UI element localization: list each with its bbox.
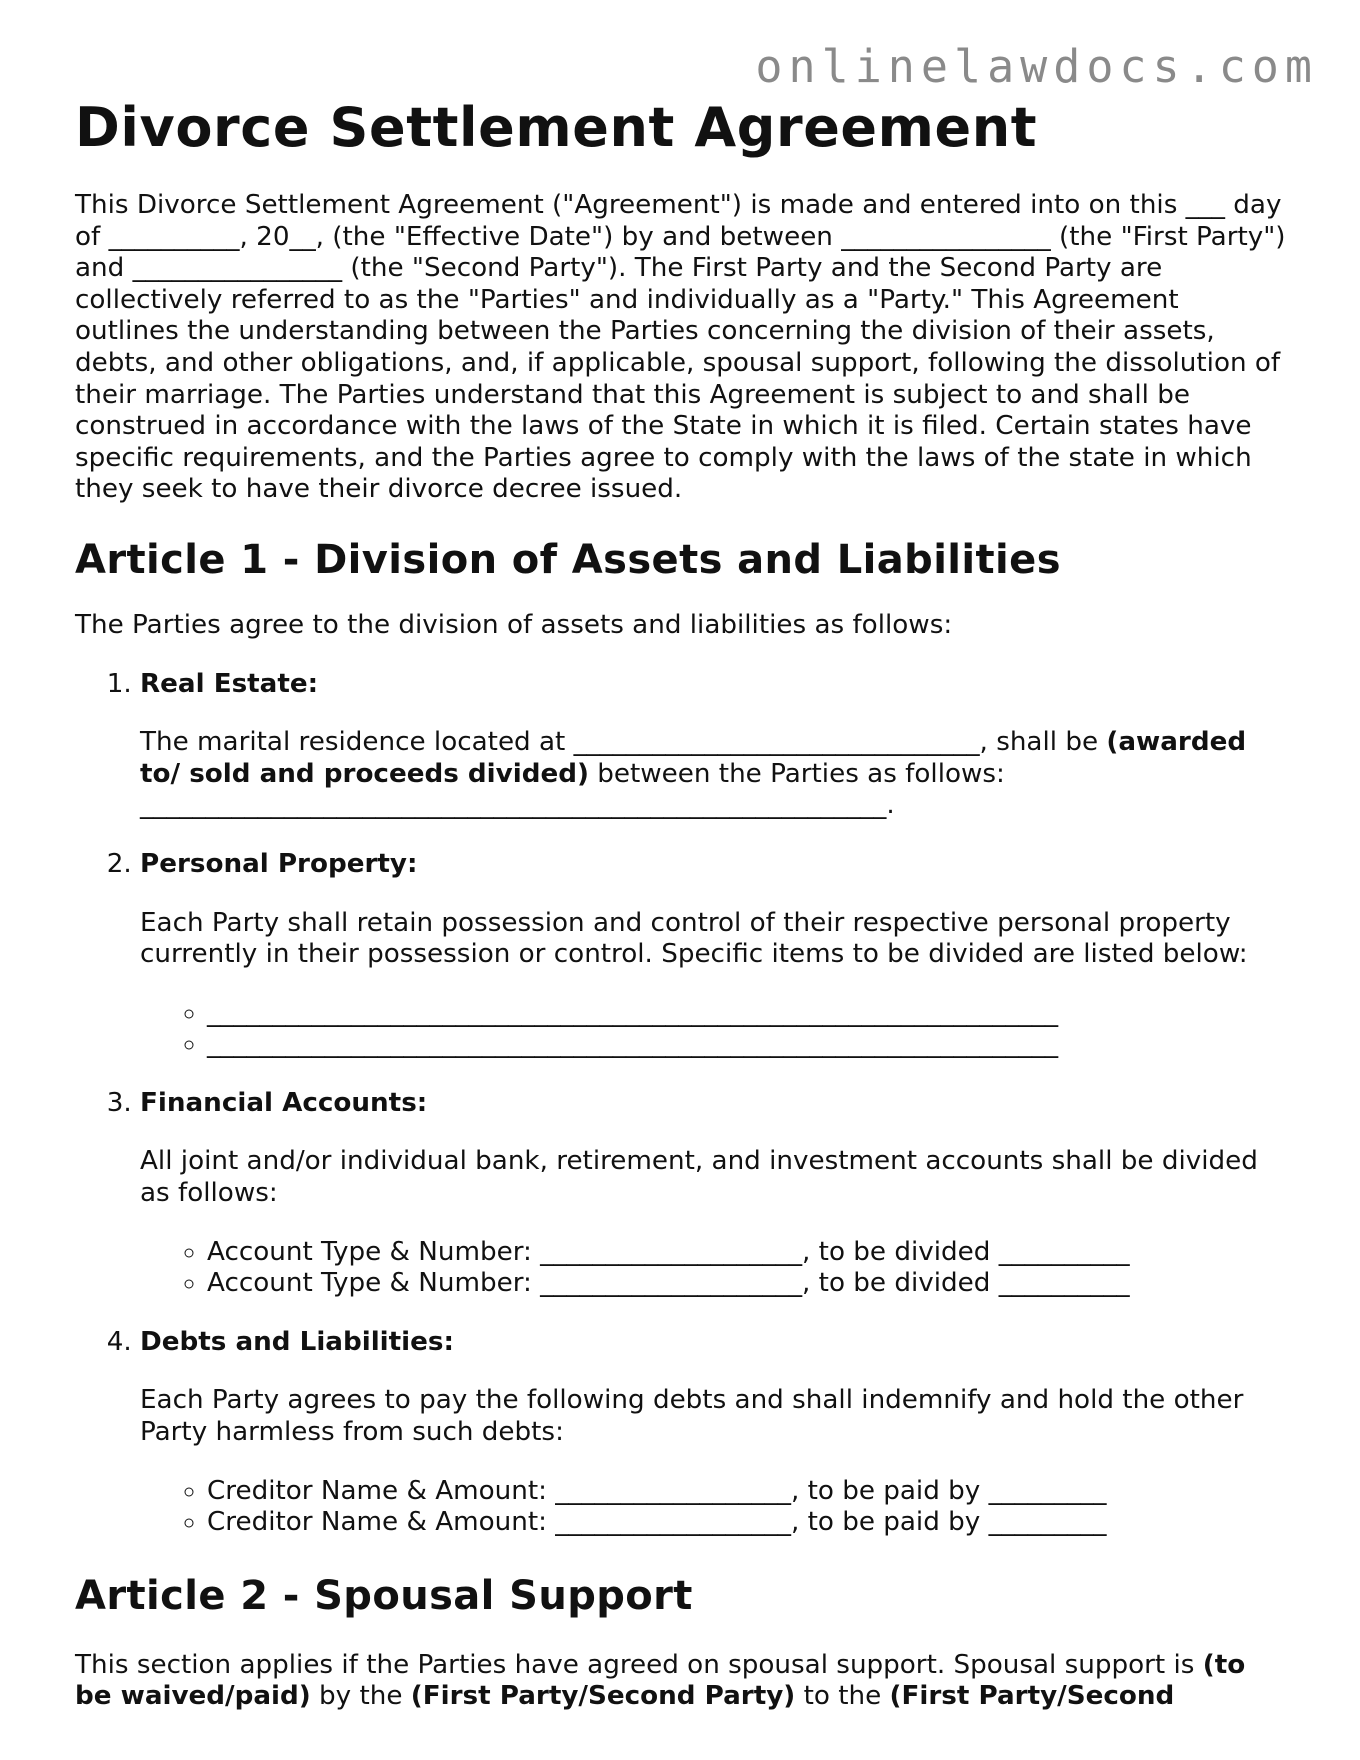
debts-list [140,1476,1290,1539]
debts-title: 4. Debts and Liabilities: [140,1326,454,1357]
document-page [75,92,1290,1713]
debts-text: Each Party agrees to pay the following debts and shall indemnify and hold the other Party harmless from such debts: [140,1385,1244,1448]
spousal-support-text [75,1650,1290,1713]
spousal-support-text-3: to the [795,1681,890,1712]
article-2-heading: Article 2 - Spousal Support [75,1572,693,1619]
personal-property-text: Each Party shall retain possession and control of their respective personal property currently in their possession or control. Specific items to be divided are listed below: [140,907,1248,970]
spousal-support-text-2: by the [310,1681,411,1712]
real-estate-text-after: between the Parties as follows: _________________________________________________________. [140,758,1005,821]
spousal-support-option-2: (First Party/Second Party) [410,1681,796,1712]
real-estate-item [140,669,1290,822]
account-line: ◦ Account Type & Number: ____________________, to be divided __________ [207,1237,1290,1269]
personal-property-title: 2. Personal Property: [140,848,418,879]
intro-paragraph: This Divorce Settlement Agreement ("Agreement") is made and entered into on this ___ day of __________, 20__, (the "Effective Date") by and between ________________ (the "First Party") and ________________ (the "Second Party"). The First Party and the Second Party are collectively referred to as the "Parties" and individually as a "Party." This Agreement outlines the understanding between the Parties concerning the division of their assets, debts, and other obligations, and, if applicable, spousal support, following the dissolution of their marriage. The Parties understand that this Agreement is subject to and shall be construed in accordance with the laws of the State in which it is filed. Certain states have specific requirements, and the Parties agree to comply with the laws of the state in which they seek to have their divorce decree issued. [75,190,1286,505]
personal-property-item [140,849,1290,1061]
financial-accounts-text: All joint and/or individual bank, retirement, and investment accounts shall be divided as follows: [140,1146,1258,1209]
financial-accounts-title: 3. Financial Accounts: [140,1087,428,1118]
real-estate-title: 1. Real Estate: [140,668,319,699]
real-estate-text-before: The marital residence located at _______________________________, shall be [140,727,1107,758]
financial-accounts-item [140,1088,1290,1300]
debts-item [140,1327,1290,1539]
creditor-line: ◦ Creditor Name & Amount: __________________, to be paid by _________ [207,1507,1290,1539]
financial-accounts-list [140,1237,1290,1300]
real-estate-text [140,727,1290,822]
spousal-support-option-3: (First Party/Second [889,1681,1175,1712]
document-title: Divorce Settlement Agreement [75,96,1038,159]
spousal-support-option-1: (to be waived/paid) [75,1649,1246,1712]
account-line: ◦ Account Type & Number: ____________________, to be divided __________ [207,1268,1290,1300]
watermark: onlinelawdocs.com [755,40,1318,93]
personal-property-blank: ◦ _________________________________________________________________ [207,998,1290,1030]
article-1-heading: Article 1 - Division of Assets and Liabilities [75,536,1061,583]
article-1-lead: The Parties agree to the division of assets and liabilities as follows: [75,609,953,640]
spousal-support-text-1: This section applies if the Parties have agreed on spousal support. Spousal support is [75,1649,1203,1680]
real-estate-option: (awarded to/ sold and proceeds divided) [140,727,1247,789]
personal-property-blank: ◦ _________________________________________________________________ [207,1029,1290,1061]
asset-division-list [75,669,1290,1539]
personal-property-blanks [140,998,1290,1061]
creditor-line: ◦ Creditor Name & Amount: __________________, to be paid by _________ [207,1476,1290,1508]
